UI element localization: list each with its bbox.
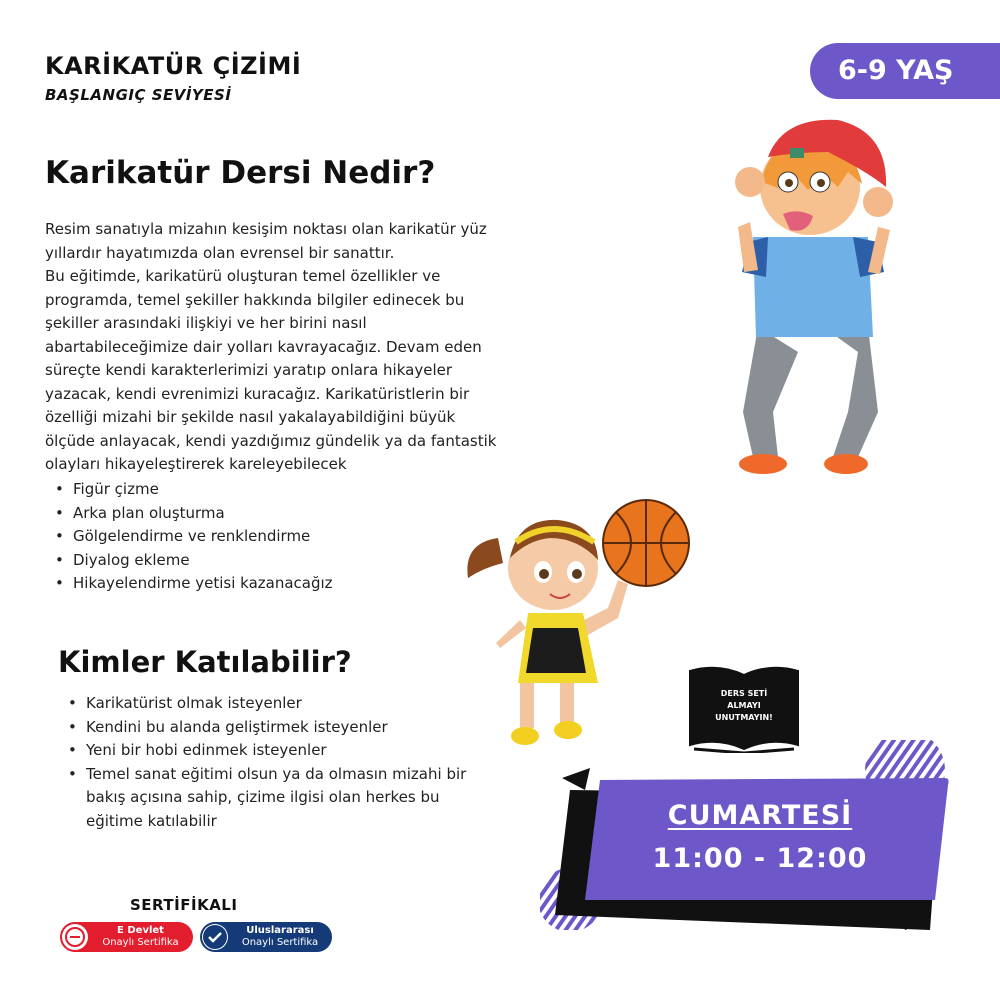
age-badge: 6-9 YAŞ	[810, 43, 1000, 99]
international-certificate-badge	[200, 922, 332, 952]
course-title: KARİKATÜR ÇİZİMİ	[45, 52, 302, 80]
girl-illustration	[458, 498, 698, 763]
schedule-time: 11:00 - 12:00	[652, 843, 868, 874]
skills-list	[45, 478, 465, 596]
reminder-line-1: DERS SETİ	[720, 689, 768, 698]
list-item: • Kendini bu alanda geliştirmek isteyenler	[58, 716, 478, 740]
edevlet-subtitle: Onaylı Sertifika	[102, 937, 179, 948]
boy-illustration	[728, 112, 908, 482]
description-paragraph-1: Resim sanatıyla mizahın kesişim noktası olan karikatür yüz yıllardır hayatımızda olan evrensel bir sanattır.	[45, 220, 487, 262]
reminder-line-2: ALMAYI	[727, 701, 761, 710]
edevlet-title: E Devlet	[117, 925, 164, 936]
list-item: • Yeni bir hobi edinmek isteyenler	[58, 739, 478, 763]
schedule-day: CUMARTESİ	[667, 800, 853, 831]
schedule-card	[540, 740, 960, 930]
list-item: • Figür çizme	[45, 478, 465, 502]
list-item: • Arka plan oluşturma	[45, 502, 465, 526]
what-heading: Karikatür Dersi Nedir?	[45, 155, 436, 191]
reminder-line-3: UNUTMAYIN!	[715, 713, 773, 722]
checkmark-icon	[202, 924, 228, 950]
edevlet-logo-icon	[62, 924, 88, 950]
course-level: BAŞLANGIÇ SEVİYESİ	[45, 86, 232, 104]
reminder-text	[700, 688, 788, 724]
list-item: • Hikayelendirme yetisi kazanacağız	[45, 572, 465, 596]
certificate-label: SERTİFİKALI	[130, 896, 238, 914]
list-item: • Karikatürist olmak isteyenler	[58, 692, 478, 716]
audience-list	[58, 692, 478, 833]
list-item: • Gölgelendirme ve renklendirme	[45, 525, 465, 549]
international-subtitle: Onaylı Sertifika	[241, 937, 319, 948]
edevlet-certificate-badge	[60, 922, 193, 952]
international-title: Uluslararası	[246, 925, 314, 936]
who-heading: Kimler Katılabilir?	[58, 645, 352, 679]
list-item: • Diyalog ekleme	[45, 549, 465, 573]
list-item: • Temel sanat eğitimi olsun ya da olmasın mizahi bir bakış açısına sahip, çizime ilgisi olan herkes bu eğitime katılabilir	[58, 763, 478, 834]
description	[45, 218, 505, 477]
description-paragraph-2: Bu eğitimde, karikatürü oluşturan temel özellikler ve programda, temel şekiller hakkında bilgiler edinecek bu şekiller arasındaki ilişkiyi ve her birini nasıl abartabileceğimize dair yolları kavrayacağız. Devam eden süreçte kendi karakterlerimizi yaratıp onlara hikayeler yazacak, kendi evrenimizi kuracağız. Karikatüristlerin bir özelliği mizahi bir şekilde nasıl yakalayabildiğini büyük ölçüde anlayacak, kendi yazdığımız gündelik ya da fantastik olayları hikayeleştirerek kareleyebilecek	[45, 267, 497, 473]
